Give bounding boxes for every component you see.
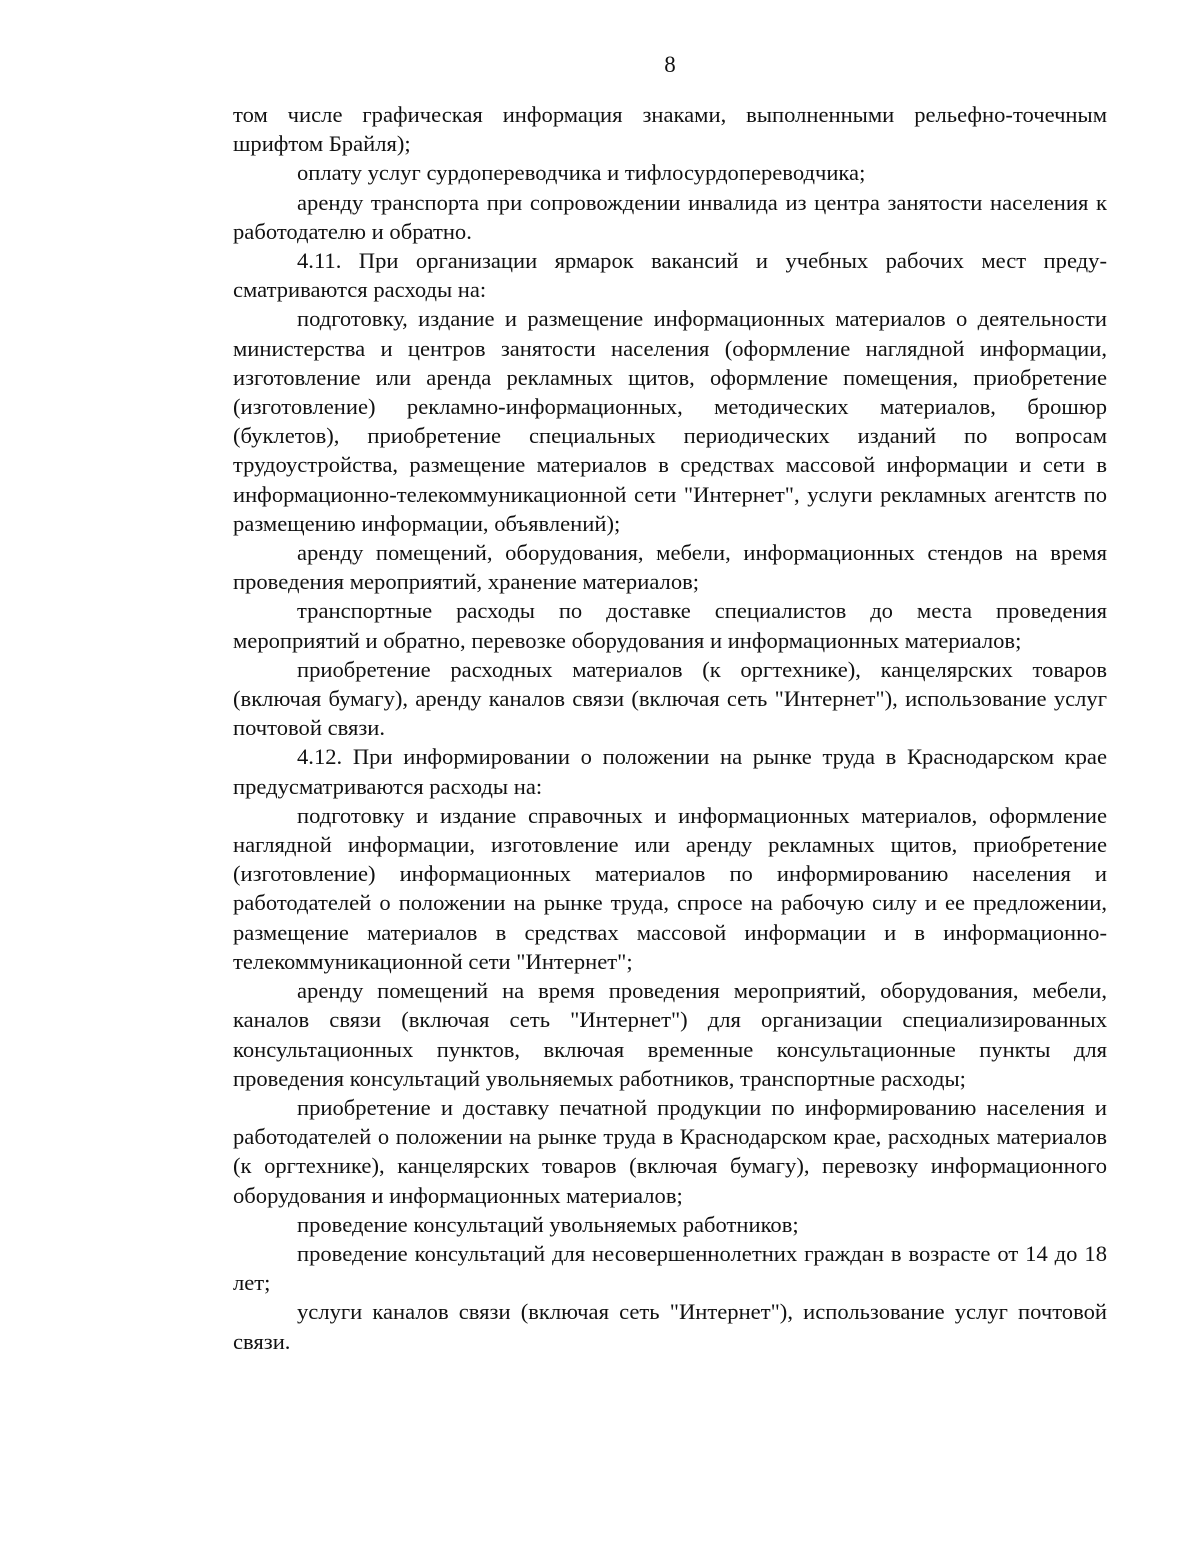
paragraph-consultations-dismissed: проведение консультаций увольняемых работников;	[297, 1211, 799, 1237]
page-number: 8	[664, 52, 676, 77]
paragraph-consumables: приобретение расходных материалов (к оргтехнике), канцелярских товаров (включая бумагу), аренду каналов связи (включая сеть "Интернет"), использование услуг почтовой связи.	[233, 656, 1107, 741]
paragraph-section-4-12: 4.12. При информировании о положении на рынке труда в Краснодарском крае предусматриваются расходы на:	[233, 744, 1107, 799]
paragraph-consultation-points: аренду помещений на время проведения мероприятий, оборудования, мебели, каналов связи (включая сеть "Интернет") для организации специализированных консультационных пунктов, включая временные консультационные пункты для проведения консультаций увольняемых работников, транспортные расходы;	[233, 978, 1107, 1091]
paragraph-braille-continuation: том числе графическая информация знаками, выполненными рельефно-точечным шрифтом Брайля);	[233, 102, 1107, 157]
paragraph-premises-rental: аренду помещений, оборудования, мебели, информационных стендов на время проведения мероприятий, хранение материалов;	[233, 540, 1107, 595]
paragraph-transport-expenses: транспортные расходы по доставке специалистов до места проведения мероприятий и обратно, перевозке оборудования и информационных материалов;	[233, 598, 1107, 653]
paragraph-section-4-11: 4.11. При организации ярмарок вакансий и учебных рабочих мест предусматриваются расходы на:	[233, 248, 1107, 303]
paragraph-communication-services: услуги каналов связи (включая сеть "Интернет"), использование услуг почтовой связи.	[233, 1299, 1107, 1354]
paragraph-transport-rental: аренду транспорта при сопровождении инвалида из центра занятости населения к работодателю и обратно.	[233, 189, 1107, 244]
document-body	[233, 100, 1107, 1356]
paragraph-information-materials: подготовку, издание и размещение информационных материалов о деятельности министерства и центров занятости населения (оформление наглядной информации, изготовление или аренда рекламных щитов, оформление помещения, приобретение (изготовление) рекламно-информационных, методических материалов, брошюр (буклетов), приобретение специальных периодических изданий по вопросам трудоустройства, размещение материалов в средствах массовой информации и сети в информационно-телекоммуникационной сети "Интернет", услуги рекламных агентств по размещению информации, объявлений);	[233, 306, 1107, 536]
paragraph-reference-materials: подготовку и издание справочных и информационных материалов, оформление наглядной информации, изготовление или аренду рекламных щитов, приобретение (изготовление) информационных материалов по информированию населения и работодателей о положении на рынке труда, спросе на рабочую силу и ее предложении, размещение материалов в средствах массовой информации и в информационно-телекоммуникационной сети "Интернет";	[233, 802, 1107, 974]
paragraph-printed-products: приобретение и доставку печатной продукции по информированию населения и работодателей о положении на рынке труда в Краснодарском крае, расходных материалов (к оргтехнике), канцелярских товаров (включая бумагу), перевозку информационного оборудования и информационных материалов;	[233, 1094, 1107, 1208]
paragraph-sign-language-services: оплату услуг сурдопереводчика и тифлосурдопереводчика;	[297, 160, 866, 186]
paragraph-consultations-minors: проведение консультаций для несовершеннолетних граждан в возрасте от 14 до 18 лет;	[233, 1240, 1107, 1296]
